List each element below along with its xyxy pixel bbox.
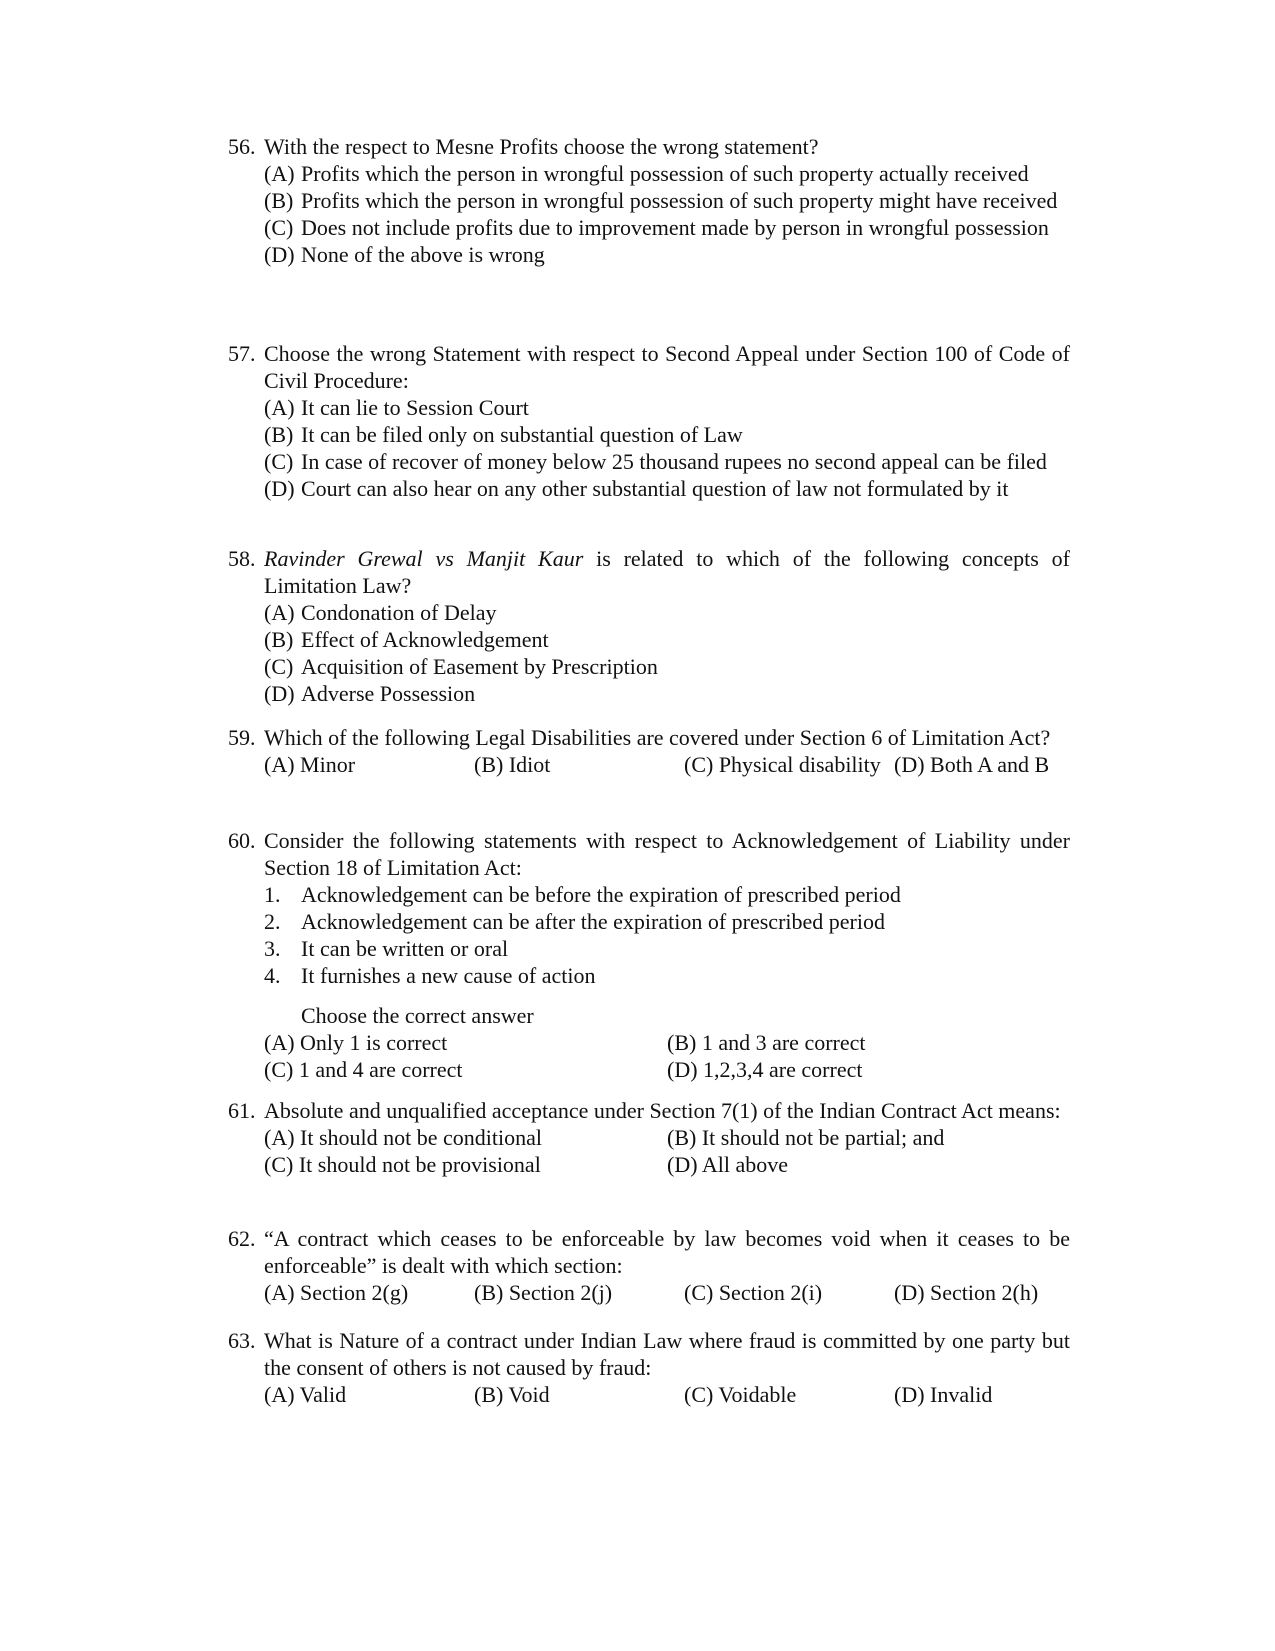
options-row (264, 1381, 1070, 1408)
option-a: (A) Only 1 is correct (264, 1030, 448, 1055)
option-a (264, 160, 1070, 187)
option-label: (D) (264, 242, 295, 267)
question-text: Consider the following statements with respect to Acknowledgement of Liability under Section 18 of Limitation Act: (264, 828, 1070, 880)
option-d (264, 475, 1070, 502)
options-row (264, 1151, 1070, 1178)
option-text: It can lie to Session Court (301, 395, 529, 420)
question-57 (228, 340, 1070, 502)
option-label: (B) (264, 188, 294, 213)
option-b (264, 626, 1070, 653)
question-62 (228, 1225, 1070, 1306)
option-c: (C) It should not be provisional (264, 1152, 541, 1177)
option-c (264, 448, 1070, 475)
question-text: “A contract which ceases to be enforceable by law becomes void when it ceases to be enforceable” is dealt with which section: (264, 1226, 1070, 1278)
option-label: (A) (264, 600, 295, 625)
statement-text: Acknowledgement can be before the expiration of prescribed period (301, 882, 901, 907)
option-b: (B) Void (474, 1382, 550, 1407)
option-label: (A) (264, 161, 295, 186)
options-row (264, 1056, 1070, 1083)
statement-4 (264, 962, 1070, 989)
option-a (264, 599, 1070, 626)
question-number: 60. (228, 828, 256, 853)
question-text: Choose the wrong Statement with respect to Second Appeal under Section 100 of Code of Civil Procedure: (264, 341, 1070, 393)
option-d: (D) All above (667, 1152, 788, 1177)
answer-prompt: Choose the correct answer (301, 1003, 534, 1028)
option-text: Adverse Possession (301, 681, 476, 706)
option-b (264, 187, 1070, 214)
option-label: (B) (264, 422, 294, 447)
option-text: None of the above is wrong (301, 242, 545, 267)
option-a: (A) Minor (264, 752, 356, 777)
option-text: It can be filed only on substantial question of Law (301, 422, 743, 447)
question-text: Which of the following Legal Disabilities are covered under Section 6 of Limitation Act? (264, 725, 1051, 750)
question-text: Absolute and unqualified acceptance under Section 7(1) of the Indian Contract Act means: (264, 1098, 1061, 1123)
statement-label: 1. (264, 882, 281, 907)
option-c: (C) Section 2(i) (684, 1280, 823, 1305)
option-b: (B) Section 2(j) (474, 1280, 613, 1305)
statement-2 (264, 908, 1070, 935)
question-number: 61. (228, 1098, 256, 1123)
statement-text: It can be written or oral (301, 936, 509, 961)
statement-label: 3. (264, 936, 281, 961)
option-b: (B) 1 and 3 are correct (667, 1030, 866, 1055)
question-number: 57. (228, 341, 256, 366)
question-number: 58. (228, 546, 256, 571)
option-label: (D) (264, 681, 295, 706)
statement-label: 2. (264, 909, 281, 934)
statement-text: It furnishes a new cause of action (301, 963, 596, 988)
statement-text: Acknowledgement can be after the expiration of prescribed period (301, 909, 885, 934)
question-59 (228, 724, 1070, 778)
question-text: What is Nature of a contract under Indian Law where fraud is committed by one party but the consent of others is not caused by fraud: (264, 1328, 1070, 1380)
option-c: (C) Physical disability (684, 752, 881, 777)
option-text: Condonation of Delay (301, 600, 497, 625)
question-56 (228, 133, 1070, 268)
option-text: Profits which the person in wrongful possession of such property might have received (301, 188, 1058, 213)
option-d: (D) Section 2(h) (894, 1280, 1039, 1305)
option-d: (D) Both A and B (894, 752, 1050, 777)
option-c: (C) 1 and 4 are correct (264, 1057, 463, 1082)
question-58 (228, 545, 1070, 707)
question-number: 62. (228, 1226, 256, 1251)
option-a: (A) Valid (264, 1382, 347, 1407)
option-b (264, 421, 1070, 448)
statement-1 (264, 881, 1070, 908)
option-a: (A) It should not be conditional (264, 1125, 543, 1150)
statement-label: 4. (264, 963, 281, 988)
case-name: Ravinder Grewal vs Manjit Kaur (264, 546, 584, 571)
option-label: (C) (264, 654, 294, 679)
question-text-rest: is related to which of the following concepts of Limitation Law? (264, 546, 1070, 598)
option-label: (C) (264, 215, 294, 240)
option-c (264, 214, 1070, 241)
question-number: 59. (228, 725, 256, 750)
statement-3 (264, 935, 1070, 962)
question-60 (228, 827, 1070, 1083)
option-d (264, 680, 1070, 707)
option-a (264, 394, 1070, 421)
option-a: (A) Section 2(g) (264, 1280, 409, 1305)
option-text: Does not include profits due to improvement made by person in wrongful possession (301, 215, 1049, 240)
option-d (264, 241, 1070, 268)
option-label: (A) (264, 395, 295, 420)
option-b: (B) Idiot (474, 752, 551, 777)
option-label: (B) (264, 627, 294, 652)
question-number: 56. (228, 134, 256, 159)
options-row (264, 1029, 1070, 1056)
option-text: Effect of Acknowledgement (301, 627, 549, 652)
options-row (264, 1279, 1070, 1306)
option-label: (D) (264, 476, 295, 501)
question-text (264, 545, 1070, 599)
option-b: (B) It should not be partial; and (667, 1125, 945, 1150)
option-text: Profits which the person in wrongful possession of such property actually received (301, 161, 1029, 186)
option-label: (C) (264, 449, 294, 474)
question-text: With the respect to Mesne Profits choose the wrong statement? (264, 134, 819, 159)
option-text: Court can also hear on any other substantial question of law not formulated by it (301, 476, 1009, 501)
question-63 (228, 1327, 1070, 1408)
question-61 (228, 1097, 1070, 1178)
option-d: (D) Invalid (894, 1382, 993, 1407)
option-text: Acquisition of Easement by Prescription (301, 654, 658, 679)
options-row (264, 751, 1070, 778)
options-row (264, 1124, 1070, 1151)
option-text: In case of recover of money below 25 thousand rupees no second appeal can be filed (301, 449, 1047, 474)
question-number: 63. (228, 1328, 256, 1353)
option-c: (C) Voidable (684, 1382, 797, 1407)
option-c (264, 653, 1070, 680)
option-d: (D) 1,2,3,4 are correct (667, 1057, 863, 1082)
